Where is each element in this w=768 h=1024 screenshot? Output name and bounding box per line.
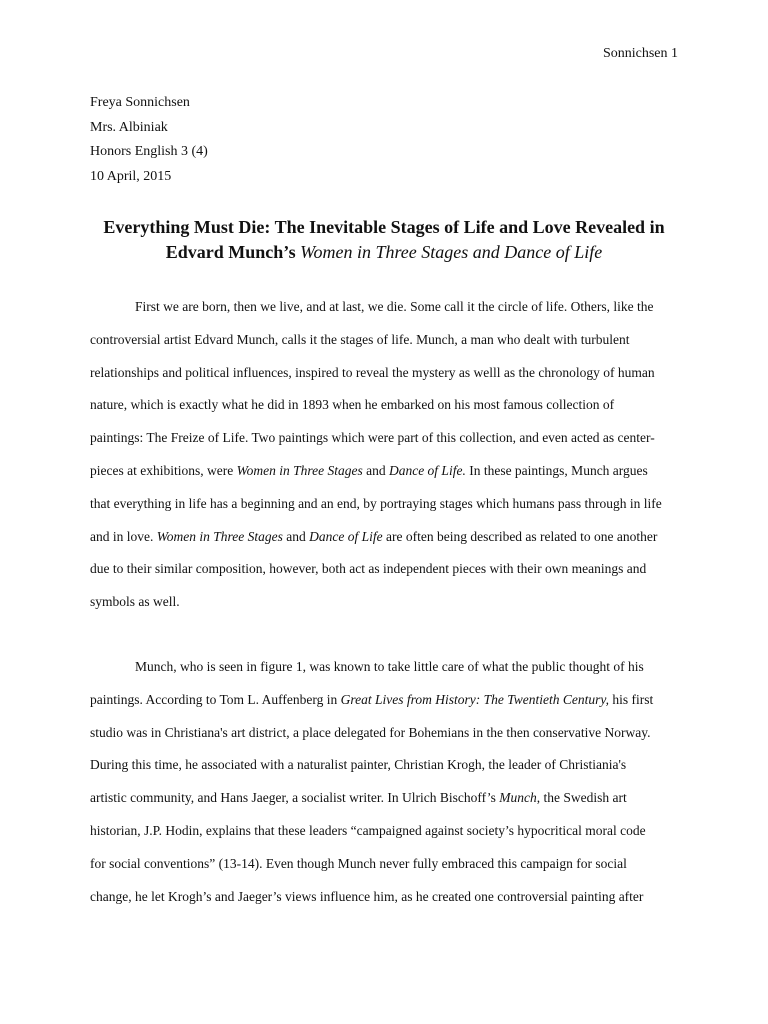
paragraph-1 bbox=[90, 291, 680, 619]
title-bold-part: Edvard Munch’s bbox=[165, 242, 301, 262]
mla-heading bbox=[90, 91, 208, 189]
essay-title bbox=[60, 215, 708, 265]
student-name: Freya Sonnichsen bbox=[90, 95, 190, 110]
text-line bbox=[90, 521, 680, 554]
text-line: historian, J.P. Hodin, explains that these leaders “campaigned against society’s hypocritical moral code bbox=[90, 822, 646, 838]
text-line: for social conventions” (13-14). Even though Munch never fully embraced this campaign for social bbox=[90, 855, 627, 871]
text-line: First we are born, then we live, and at last, we die. Some call it the circle of life. Others, like the bbox=[135, 299, 654, 314]
text-line: nature, which is exactly what he did in 1893 when he embarked on his most famous collection of bbox=[90, 397, 615, 413]
text-line: symbols as well. bbox=[90, 594, 180, 610]
text-run: and in love. bbox=[90, 528, 157, 544]
running-head: Sonnichsen 1 bbox=[602, 46, 678, 61]
text-line bbox=[90, 455, 680, 488]
text-run: In these paintings, Munch argues bbox=[465, 462, 648, 478]
text-run: , the Swedish art bbox=[536, 790, 627, 806]
book-title: Great Lives from History: The Twentieth Century, bbox=[340, 691, 610, 707]
text-run: artistic community, and Hans Jaeger, a socialist writer. In Ulrich Bischoff’s bbox=[90, 790, 500, 806]
text-run: and bbox=[282, 528, 310, 544]
text-line: due to their similar composition, however, both act as independent pieces with their own meanings and bbox=[90, 561, 647, 577]
text-line: paintings: The Freize of Life. Two paintings which were part of this collection, and even acted as center- bbox=[90, 430, 655, 446]
text-run: pieces at exhibitions, were bbox=[90, 462, 237, 478]
text-run: and bbox=[362, 462, 389, 478]
text-line: controversial artist Edvard Munch, calls it the stages of life. Munch, a man who dealt with turbulent bbox=[90, 331, 630, 347]
title-line-1: Everything Must Die: The Inevitable Stages of Life and Love Revealed in bbox=[103, 217, 665, 237]
course-name: Honors English 3 (4) bbox=[90, 144, 208, 160]
artwork-title: Dance of Life bbox=[309, 528, 383, 544]
artwork-title: Women in Three Stages bbox=[236, 462, 363, 478]
text-run: are often being described as related to one another bbox=[382, 528, 658, 544]
text-line bbox=[90, 782, 680, 815]
text-run: paintings. According to Tom L. Auffenberg in bbox=[90, 691, 341, 707]
text-line: change, he let Krogh’s and Jaeger’s views influence him, as he created one controversial painting after bbox=[90, 888, 644, 904]
text-line bbox=[90, 684, 680, 717]
artwork-title: Women in Three Stages bbox=[156, 528, 283, 544]
title-italic-part: Women in Three Stages and Dance of Life bbox=[300, 242, 603, 262]
text-line: that everything in life has a beginning and an end, by portraying stages which humans pass through in life bbox=[90, 495, 662, 511]
text-line: relationships and political influences, inspired to reveal the mystery as welll as the chronology of human bbox=[90, 364, 655, 380]
text-line: studio was in Christiana's art district, a place delegated for Bohemians in the then conservative Norway. bbox=[90, 724, 651, 740]
teacher-name: Mrs. Albiniak bbox=[90, 119, 168, 135]
artwork-title: Dance of Life. bbox=[388, 462, 466, 478]
book-title: Munch bbox=[499, 790, 537, 806]
essay-date: 10 April, 2015 bbox=[90, 168, 172, 184]
text-line: During this time, he associated with a naturalist painter, Christian Krogh, the leader of Christiania's bbox=[90, 757, 627, 773]
text-run: his first bbox=[609, 691, 654, 707]
title-line-2 bbox=[60, 240, 708, 265]
text-line: Munch, who is seen in figure 1, was known to take little care of what the public thought of his bbox=[135, 659, 644, 674]
paragraph-2 bbox=[90, 651, 680, 913]
